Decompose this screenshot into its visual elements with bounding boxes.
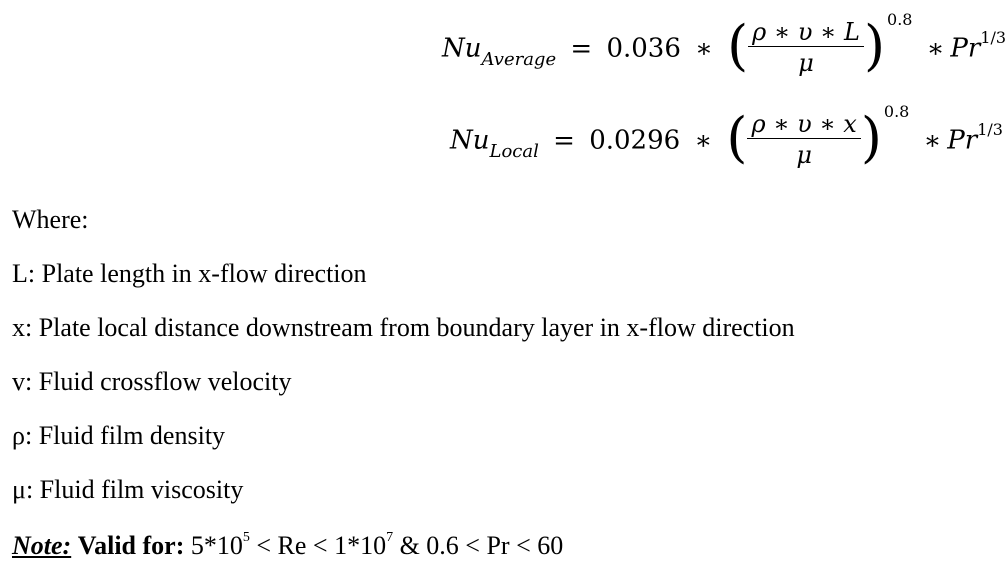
eq-avg-pr: Pr	[950, 33, 981, 64]
eq-loc-paren-open: (	[726, 105, 748, 169]
eq-avg-times-2: ∗	[926, 33, 945, 64]
eq-loc-coef: 0.0296	[589, 125, 681, 156]
eq-avg-denominator: μ	[798, 49, 814, 77]
eq-loc-paren-close: )	[860, 105, 882, 169]
range-a-exponent: 5	[242, 530, 250, 545]
definition-l: L: Plate length in x-flow direction	[12, 259, 367, 288]
note-line	[12, 530, 564, 560]
equation-local	[450, 101, 1003, 169]
definition-rho: ρ: Fluid film density	[12, 421, 226, 450]
eq-avg-equals: =	[570, 33, 593, 64]
eq-loc-lhs-sub: Local	[489, 140, 539, 162]
equation-average	[442, 9, 1006, 77]
range-a: 5*10	[190, 531, 243, 560]
where-label: Where:	[12, 205, 89, 234]
eq-loc-equals: =	[553, 125, 575, 156]
definition-mu: μ: Fluid film viscosity	[12, 475, 244, 504]
eq-avg-coef: 0.036	[606, 33, 681, 64]
eq-avg-times: ∗	[695, 33, 713, 64]
eq-avg-lhs-base: Nu	[442, 33, 482, 64]
note-label: Note:	[12, 531, 72, 560]
eq-avg-paren-open: (	[727, 13, 749, 77]
eq-loc-numerator: ρ ∗ υ ∗ x	[747, 112, 860, 139]
valid-for-label: Valid for:	[77, 531, 185, 560]
definition-v: v: Fluid crossflow velocity	[12, 367, 292, 396]
eq-loc-pr-exponent: 1/3	[977, 119, 1003, 139]
eq-loc-times-2: ∗	[923, 125, 942, 156]
range-b: < Re < 1*10	[249, 531, 387, 560]
eq-loc-fraction	[747, 112, 860, 167]
eq-avg-numerator: ρ ∗ υ ∗ L	[748, 20, 864, 47]
eq-loc-exponent: 0.8	[883, 101, 910, 121]
eq-loc-denominator: μ	[796, 141, 812, 169]
eq-loc-pr: Pr	[947, 125, 978, 156]
definition-x: x: Plate local distance downstream from boundary layer in x-flow direction	[12, 313, 795, 342]
range-b-exponent: 7	[386, 530, 394, 545]
eq-loc-lhs-base: Nu	[450, 125, 490, 156]
eq-avg-exponent: 0.8	[887, 9, 913, 29]
range-c: & 0.6 < Pr < 60	[393, 531, 564, 560]
eq-avg-fraction	[748, 20, 864, 75]
eq-avg-lhs-sub: Average	[481, 48, 557, 70]
eq-loc-times: ∗	[694, 125, 713, 156]
eq-avg-paren-close: )	[863, 13, 886, 77]
eq-avg-pr-exponent: 1/3	[980, 27, 1006, 47]
